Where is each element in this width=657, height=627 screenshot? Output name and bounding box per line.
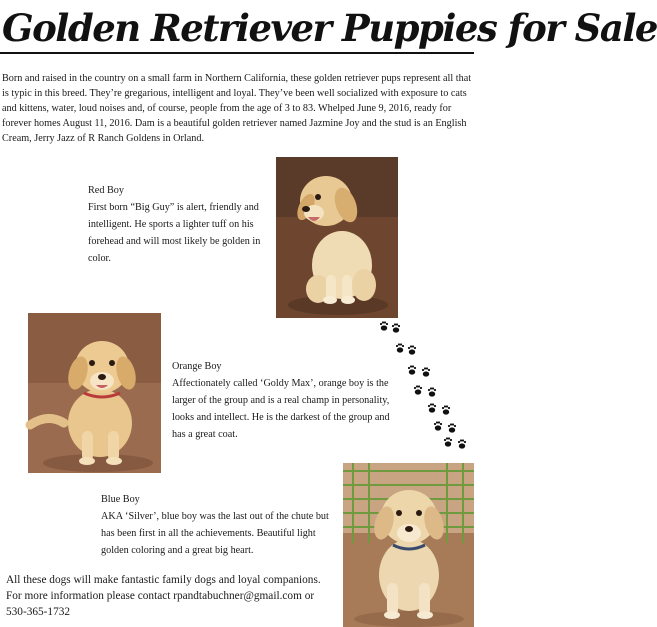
paw-print-icon [396, 343, 404, 352]
orange-boy-photo [28, 313, 161, 473]
paw-print-icon [428, 403, 436, 412]
paw-print-icon [458, 439, 466, 448]
paw-print-icon [444, 437, 452, 446]
paw-print-icon [380, 321, 388, 330]
puppy-name: Blue Boy [101, 494, 140, 505]
blue-boy-section [101, 491, 341, 559]
contact-paragraph: All these dogs will make fantastic family dogs and loyal companions. For more information please contact rpandtabuchner@gmail.com or 530-365-1732 [6, 574, 321, 618]
paw-print-icon [422, 367, 430, 376]
puppy-description: Affectionately called ‘Goldy Max’, orange boy is the larger of the group and is a real champ in personality, looks and intellect. He is the darkest of the group and has a great coat. [172, 378, 390, 440]
puppy-name: Orange Boy [172, 361, 222, 372]
paw-print-icon [448, 423, 456, 432]
paw-print-icon [442, 405, 450, 414]
blue-boy-photo [343, 463, 474, 627]
orange-boy-section [172, 358, 404, 443]
paw-print-icon [408, 345, 416, 354]
puppy-description: First born “Big Guy” is alert, friendly and intelligent. He sports a lighter tuff on his forehead and will most likely be golden in color. [88, 202, 261, 264]
paw-print-icon [408, 365, 416, 374]
paw-print-icon [414, 385, 422, 394]
paw-print-icon [392, 323, 400, 332]
puppy-description: AKA ‘Silver’, blue boy was the last out of the chute but has been first in all the achievements. Beautiful light golden coloring and a great big heart. [101, 511, 329, 556]
red-boy-photo [276, 157, 398, 318]
paw-print-icon [428, 387, 436, 396]
page-title: Golden Retriever Puppies for Sale [2, 6, 657, 50]
red-boy-section [88, 182, 268, 267]
paw-print-icon [434, 421, 442, 430]
title-underline [0, 52, 474, 54]
puppy-name: Red Boy [88, 185, 124, 196]
paw-print-trail [372, 318, 472, 453]
intro-paragraph: Born and raised in the country on a small farm in Northern California, these golden retriever pups represent all that is typic in this breed. They’re gregarious, intelligent and loyal. They’ve been well socialized with exposure to cats and kittens, water, loud noises and, of course, people from the age of 3 to 83. Whelped June 9, 2016, ready for forever homes August 11, 2016. Dam is a beautiful golden retriever named Jazmine Joy and the stud is an English Cream, Jerry Jazz of R Ranch Goldens in Orland. [2, 73, 472, 145]
